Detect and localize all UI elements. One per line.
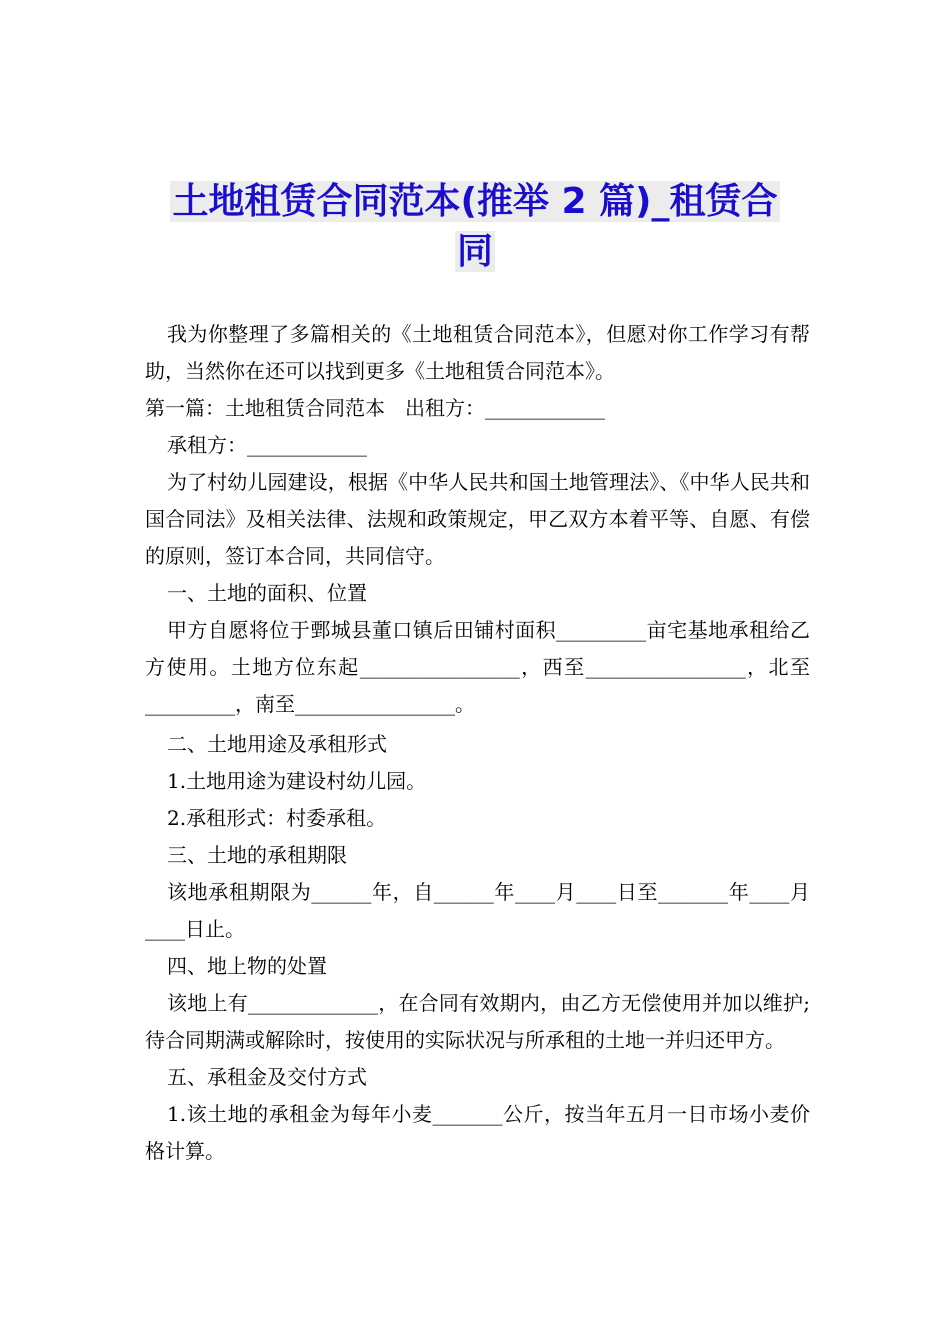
lessee-line: 承租方：____________: [167, 433, 367, 457]
section-3-title: 三、土地的承租期限: [167, 843, 347, 867]
section-1-title: 一、土地的面积、位置: [167, 581, 367, 605]
section-3-body: 该地承租期限为______年，自______年____月____日至_______年____月____日止。: [145, 880, 810, 941]
intro-paragraph: 我为你整理了多篇相关的《土地租赁合同范本》，但愿对你工作学习有帮助，当然你在还可以找到更多《土地租赁合同范本》。: [145, 322, 810, 383]
part-one-heading: 第一篇：土地租赁合同范本 出租方：____________: [145, 396, 605, 420]
document-title-line-1: 土地租赁合同范本(推举 2 篇)_租赁合: [172, 181, 778, 222]
section-2-title: 二、土地用途及承租形式: [167, 732, 387, 756]
section-2-item-2: 2.承租形式：村委承租。: [167, 806, 387, 830]
preamble-paragraph: 为了村幼儿园建设，根据《中华人民共和国土地管理法》、《中华人民共和国合同法》及相关法律、法规和政策规定，甲乙双方本着平等、自愿、有偿的原则，签订本合同，共同信守。: [145, 470, 810, 568]
section-4-body: 该地上有_____________，在合同有效期内，由乙方无偿使用并加以维护;待合同期满或解除时，按使用的实际状况与所承租的土地一并归还甲方。: [145, 991, 810, 1052]
document-body: [145, 316, 810, 1170]
section-1-body: 甲方自愿将位于鄄城县董口镇后田铺村面积_________亩宅基地承租给乙方使用。土地方位东起________________，西至________________，北至_________，南至________________。: [145, 618, 810, 716]
document-title-line-2: 同: [456, 231, 493, 272]
section-5-item-1: 1.该土地的承租金为每年小麦_______公斤，按当年五月一日市场小麦价格计算。: [145, 1102, 810, 1163]
section-4-title: 四、地上物的处置: [167, 954, 327, 978]
section-2-item-1: 1.土地用途为建设村幼儿园。: [167, 769, 427, 793]
section-5-title: 五、承租金及交付方式: [167, 1065, 367, 1089]
